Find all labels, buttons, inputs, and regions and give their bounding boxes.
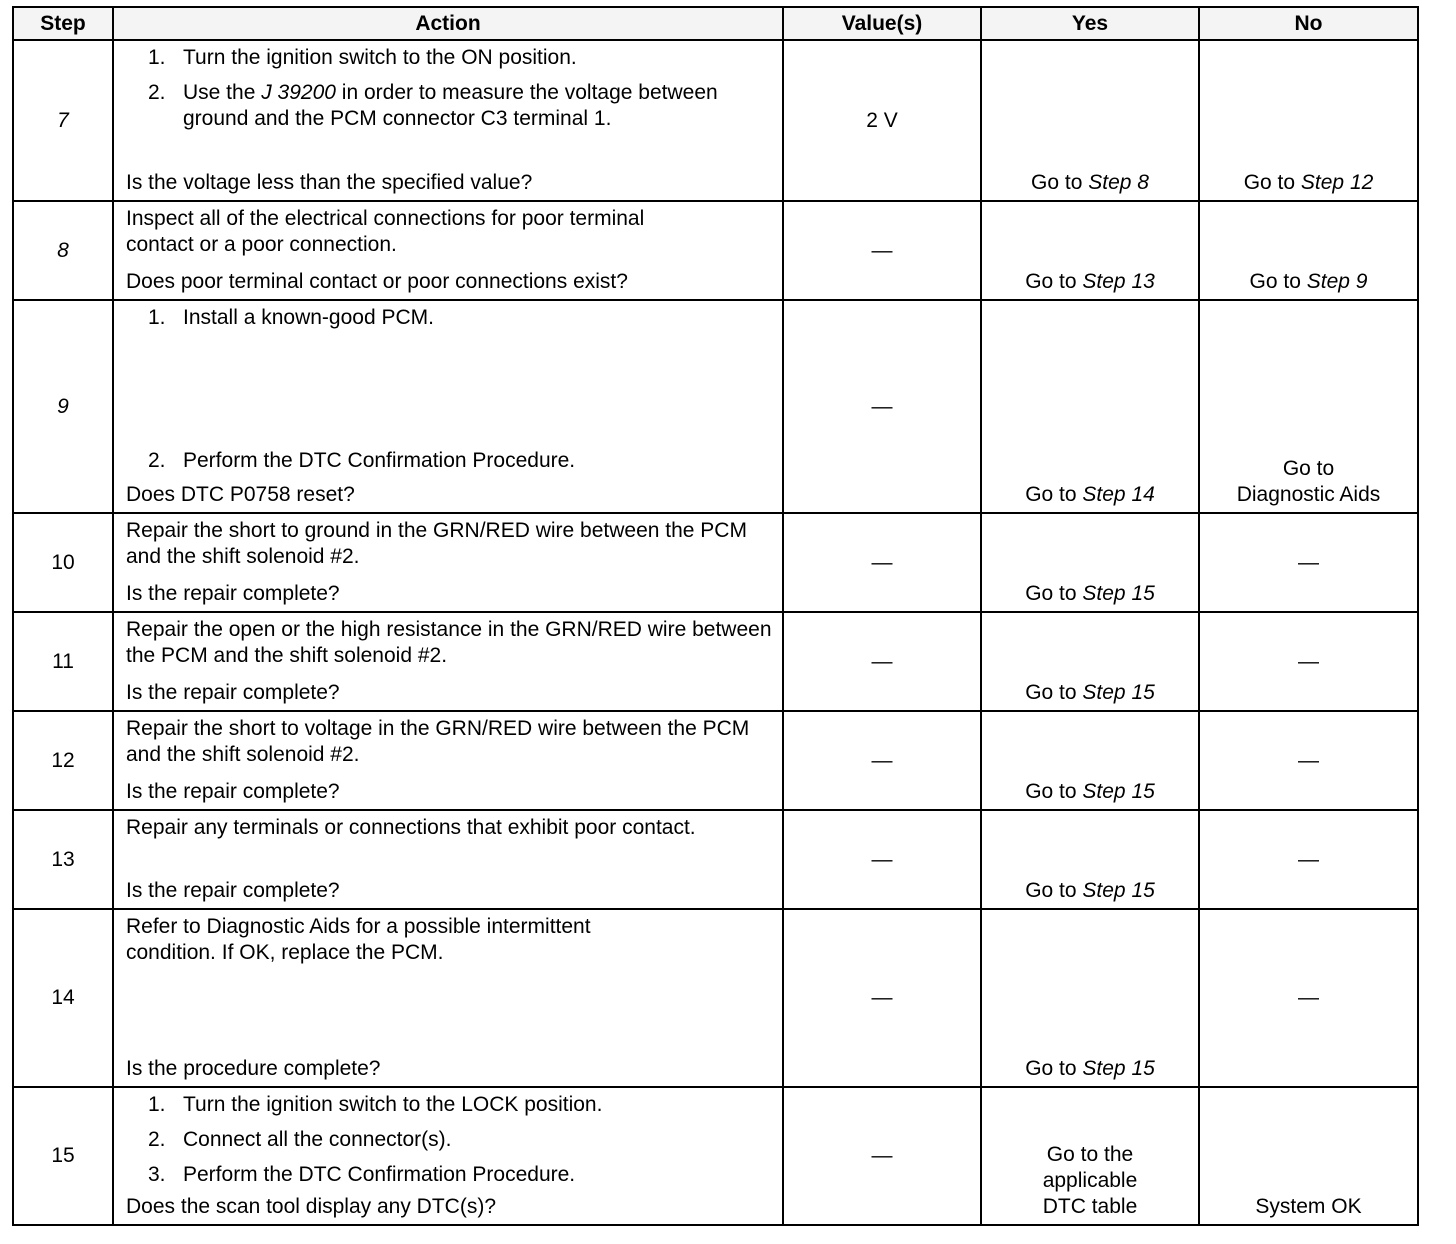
step-ref: Step 12 xyxy=(1300,171,1374,194)
question: Is the repair complete? xyxy=(126,681,340,704)
table-row xyxy=(13,711,1418,810)
no-cell: — xyxy=(1199,711,1418,810)
yes-cell xyxy=(981,513,1199,612)
list-item xyxy=(148,1162,774,1188)
item-text: in order to measure the voltage between ground and the PCM connector C3 terminal 1. xyxy=(183,81,718,130)
item-number: 1. xyxy=(148,46,166,69)
item-number: 1. xyxy=(148,306,166,329)
list-item xyxy=(148,448,575,474)
action-text: Repair any terminals or connections that exhibit poor contact. xyxy=(126,816,696,839)
action-text: Repair the short to voltage in the GRN/RED wire between the PCM and the shift solenoid #2. xyxy=(126,717,750,766)
goto-label: applicable xyxy=(1042,1169,1138,1192)
value-cell: — xyxy=(783,810,981,909)
action-cell xyxy=(113,909,783,1087)
no-cell xyxy=(1199,300,1418,513)
value-cell: 2 V xyxy=(783,40,981,201)
step-number: 7 xyxy=(13,40,113,201)
question: Does poor terminal contact or poor connections exist? xyxy=(126,270,628,293)
list-item xyxy=(148,1092,774,1118)
goto-label: Go to xyxy=(1025,270,1077,293)
header-yes: Yes xyxy=(981,7,1199,40)
item-text: Use the xyxy=(183,81,262,104)
step-ref: Step 15 xyxy=(1082,681,1155,704)
step-ref: Step 14 xyxy=(1082,483,1155,506)
goto-label: Go to xyxy=(1031,171,1083,194)
question: Is the repair complete? xyxy=(126,582,340,605)
yes-cell xyxy=(981,40,1199,201)
step-ref: Step 9 xyxy=(1306,270,1368,293)
goto-label: Go to the xyxy=(1046,1143,1134,1166)
step-number: 15 xyxy=(13,1087,113,1225)
action-cell xyxy=(113,612,783,711)
header-step: Step xyxy=(13,7,113,40)
value-cell: — xyxy=(783,711,981,810)
system-ok: System OK xyxy=(1255,1195,1362,1218)
step-number: 14 xyxy=(13,909,113,1087)
header-action: Action xyxy=(113,7,783,40)
yes-cell xyxy=(981,711,1199,810)
step-ref: Step 13 xyxy=(1082,270,1155,293)
action-cell xyxy=(113,40,783,201)
question: Is the repair complete? xyxy=(126,879,340,902)
table-row xyxy=(13,909,1418,1087)
no-cell: — xyxy=(1199,513,1418,612)
action-text: Refer to Diagnostic Aids for a possible intermittent condition. If OK, replace the PCM. xyxy=(126,915,591,964)
no-cell xyxy=(1199,40,1418,201)
goto-label: Go to xyxy=(1243,171,1296,194)
yes-cell xyxy=(981,300,1199,513)
value-cell: — xyxy=(783,1087,981,1225)
list-item xyxy=(148,80,774,132)
table-row xyxy=(13,201,1418,300)
action-cell xyxy=(113,711,783,810)
item-number: 1. xyxy=(148,1093,166,1116)
step-number: 9 xyxy=(13,300,113,513)
value-cell: — xyxy=(783,201,981,300)
table-row xyxy=(13,40,1418,201)
value-cell: — xyxy=(783,513,981,612)
step-ref: Step 15 xyxy=(1082,1057,1155,1080)
item-text: Turn the ignition switch to the ON position. xyxy=(183,46,577,69)
step-number: 10 xyxy=(13,513,113,612)
step-number: 11 xyxy=(13,612,113,711)
header-row xyxy=(13,7,1418,40)
step-number: 12 xyxy=(13,711,113,810)
action-cell xyxy=(113,300,783,513)
question: Is the voltage less than the specified value? xyxy=(126,171,533,194)
action-text: Repair the short to ground in the GRN/RED wire between the PCM and the shift solenoid #2. xyxy=(126,519,747,568)
no-cell: — xyxy=(1199,909,1418,1087)
action-text: Inspect all of the electrical connections for poor terminal contact or a poor connection. xyxy=(126,207,645,256)
item-text: Install a known-good PCM. xyxy=(183,306,434,329)
goto-label: Go to xyxy=(1025,879,1077,902)
action-cell xyxy=(113,513,783,612)
action-cell xyxy=(113,810,783,909)
step-number: 13 xyxy=(13,810,113,909)
no-cell xyxy=(1199,1087,1418,1225)
yes-cell xyxy=(981,810,1199,909)
item-text: Turn the ignition switch to the LOCK position. xyxy=(183,1093,603,1116)
goto-label: Go to xyxy=(1025,780,1077,803)
table-row xyxy=(13,1087,1418,1225)
diagnostic-aids-ref: Diagnostic Aids xyxy=(1236,483,1381,506)
yes-cell xyxy=(981,1087,1199,1225)
table-row xyxy=(13,810,1418,909)
item-text: Connect all the connector(s). xyxy=(183,1128,452,1151)
step-ref: Step 15 xyxy=(1082,780,1155,803)
value-cell: — xyxy=(783,909,981,1087)
item-text: Perform the DTC Confirmation Procedure. xyxy=(183,449,576,472)
item-text: Perform the DTC Confirmation Procedure. xyxy=(183,1163,576,1186)
item-number: 3. xyxy=(148,1163,166,1186)
action-cell xyxy=(113,201,783,300)
table-row xyxy=(13,300,1418,513)
goto-label: Go to xyxy=(1025,582,1077,605)
goto-label: Go to xyxy=(1249,270,1301,293)
item-number: 2. xyxy=(148,449,166,472)
question: Does the scan tool display any DTC(s)? xyxy=(126,1195,496,1218)
action-text: Repair the open or the high resistance in the GRN/RED wire between the PCM and the shift solenoid #2. xyxy=(126,618,772,667)
value-cell: — xyxy=(783,300,981,513)
diagnostic-table xyxy=(12,6,1419,1226)
value-cell: — xyxy=(783,612,981,711)
yes-cell xyxy=(981,612,1199,711)
dtc-table-ref: DTC table xyxy=(1042,1195,1138,1218)
header-no: No xyxy=(1199,7,1418,40)
item-number: 2. xyxy=(148,1128,166,1151)
question: Does DTC P0758 reset? xyxy=(126,483,355,506)
step-number: 8 xyxy=(13,201,113,300)
table-row xyxy=(13,513,1418,612)
no-cell: — xyxy=(1199,612,1418,711)
step-ref: Step 15 xyxy=(1082,879,1155,902)
list-item xyxy=(148,1127,774,1153)
no-cell: — xyxy=(1199,810,1418,909)
action-cell xyxy=(113,1087,783,1225)
step-ref: Step 8 xyxy=(1088,171,1149,194)
yes-cell xyxy=(981,201,1199,300)
goto-label: Go to xyxy=(1025,1057,1077,1080)
tool-name: J 39200 xyxy=(261,81,336,104)
yes-cell xyxy=(981,909,1199,1087)
item-number: 2. xyxy=(148,81,166,104)
header-values: Value(s) xyxy=(783,7,981,40)
question: Is the repair complete? xyxy=(126,780,340,803)
question: Is the procedure complete? xyxy=(126,1057,381,1080)
goto-label: Go to xyxy=(1025,483,1077,506)
goto-label: Go to xyxy=(1025,681,1077,704)
list-item xyxy=(148,45,774,71)
no-cell xyxy=(1199,201,1418,300)
goto-label: Go to xyxy=(1282,457,1335,480)
list-item xyxy=(148,305,774,331)
step-ref: Step 15 xyxy=(1082,582,1155,605)
table-row xyxy=(13,612,1418,711)
